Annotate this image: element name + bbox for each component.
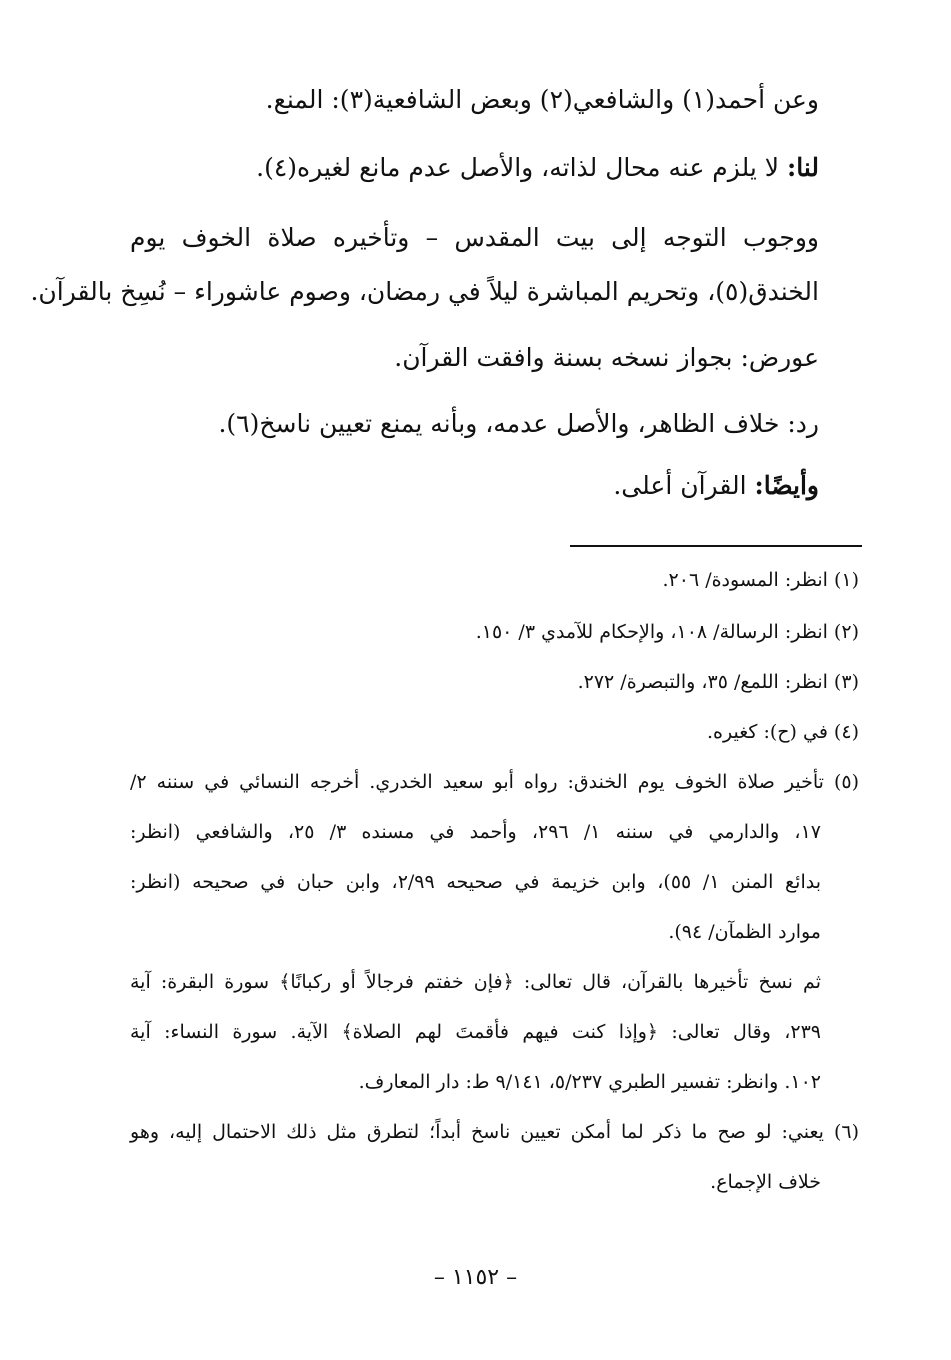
main-text-label-aydan: وأيضًا: xyxy=(754,471,819,500)
main-text-line-6: رد: خلاف الظاهر، والأصل عدمه، وبأنه يمنع تعيين ناسخ(٦). xyxy=(218,409,819,438)
footnote-5-line-7: ١٠٢. وانظر: تفسير الطبري ٥/٢٣٧، ٩/١٤١ ط: دار المعارف. xyxy=(358,1071,821,1093)
footnote-2: (٢) انظر: الرسالة/ ١٠٨، والإحكام للآمدي ٣/ ١٥٠. xyxy=(475,621,859,643)
main-text-line-2-body: لا يلزم عنه محال لذاته، والأصل عدم مانع لغيره(٤). xyxy=(256,153,780,182)
footnote-5-line-6: ٢٣٩، وقال تعالى: ﴿وإذا كنت فيهم فأقمتَ لهم الصلاة﴾ الآية. سورة النساء: آية xyxy=(130,1021,821,1043)
footnote-3: (٣) انظر: اللمع/ ٣٥، والتبصرة/ ٢٧٢. xyxy=(577,671,859,693)
main-text-line-2 xyxy=(130,148,819,188)
main-text-label-lana: لنا: xyxy=(786,153,819,182)
main-text-line-1: وعن أحمد(١) والشافعي(٢) وبعض الشافعية(٣): المنع. xyxy=(265,85,819,114)
footnote-5-line-5: ثم نسخ تأخيرها بالقرآن، قال تعالى: ﴿فإن خفتم فرجالاً أو ركبانًا﴾ سورة البقرة: آية xyxy=(130,971,821,993)
footnote-separator xyxy=(570,545,862,547)
footnote-4: (٤) في (ح): كغيره. xyxy=(706,721,859,743)
footnote-6-line-2: خلاف الإجماع. xyxy=(710,1171,821,1193)
main-text-line-4: الخندق(٥)، وتحريم المباشرة ليلاً في رمضان، وصوم عاشوراء – نُسِخ بالقرآن. xyxy=(30,277,819,306)
footnote-6-line-1: (٦) يعني: لو صح ما ذكر لما أمكن تعيين ناسخ أبداً؛ لتطرق مثل ذلك الاحتمال إليه، وهو xyxy=(130,1121,859,1143)
main-text-line-7 xyxy=(130,466,819,506)
main-text-line-3: ووجوب التوجه إلى بيت المقدس – وتأخيره صلاة الخوف يوم xyxy=(130,223,819,252)
main-text-line-7-body: القرآن أعلى. xyxy=(613,471,747,500)
page-number: – ١١٥٢ – xyxy=(433,1265,518,1290)
footnote-5-line-4: موارد الظمآن/ ٩٤). xyxy=(668,921,821,943)
footnote-1: (١) انظر: المسودة/ ٢٠٦. xyxy=(662,569,859,591)
footnote-5-line-2: ١٧، والدارمي في سننه ١/ ٢٩٦، وأحمد في مسنده ٣/ ٢٥، والشافعي (انظر: xyxy=(130,821,821,843)
footnote-5-line-3: بدائع المنن ١/ ٥٥)، وابن خزيمة في صحيحه ٢/٩٩، وابن حبان في صحيحه (انظر: xyxy=(130,871,821,893)
main-text-line-5: عورض: بجواز نسخه بسنة وافقت القرآن. xyxy=(394,343,819,372)
footnote-5-line-1: (٥) تأخير صلاة الخوف يوم الخندق: رواه أبو سعيد الخدري. أخرجه النسائي في سننه ٢/ xyxy=(130,771,859,793)
